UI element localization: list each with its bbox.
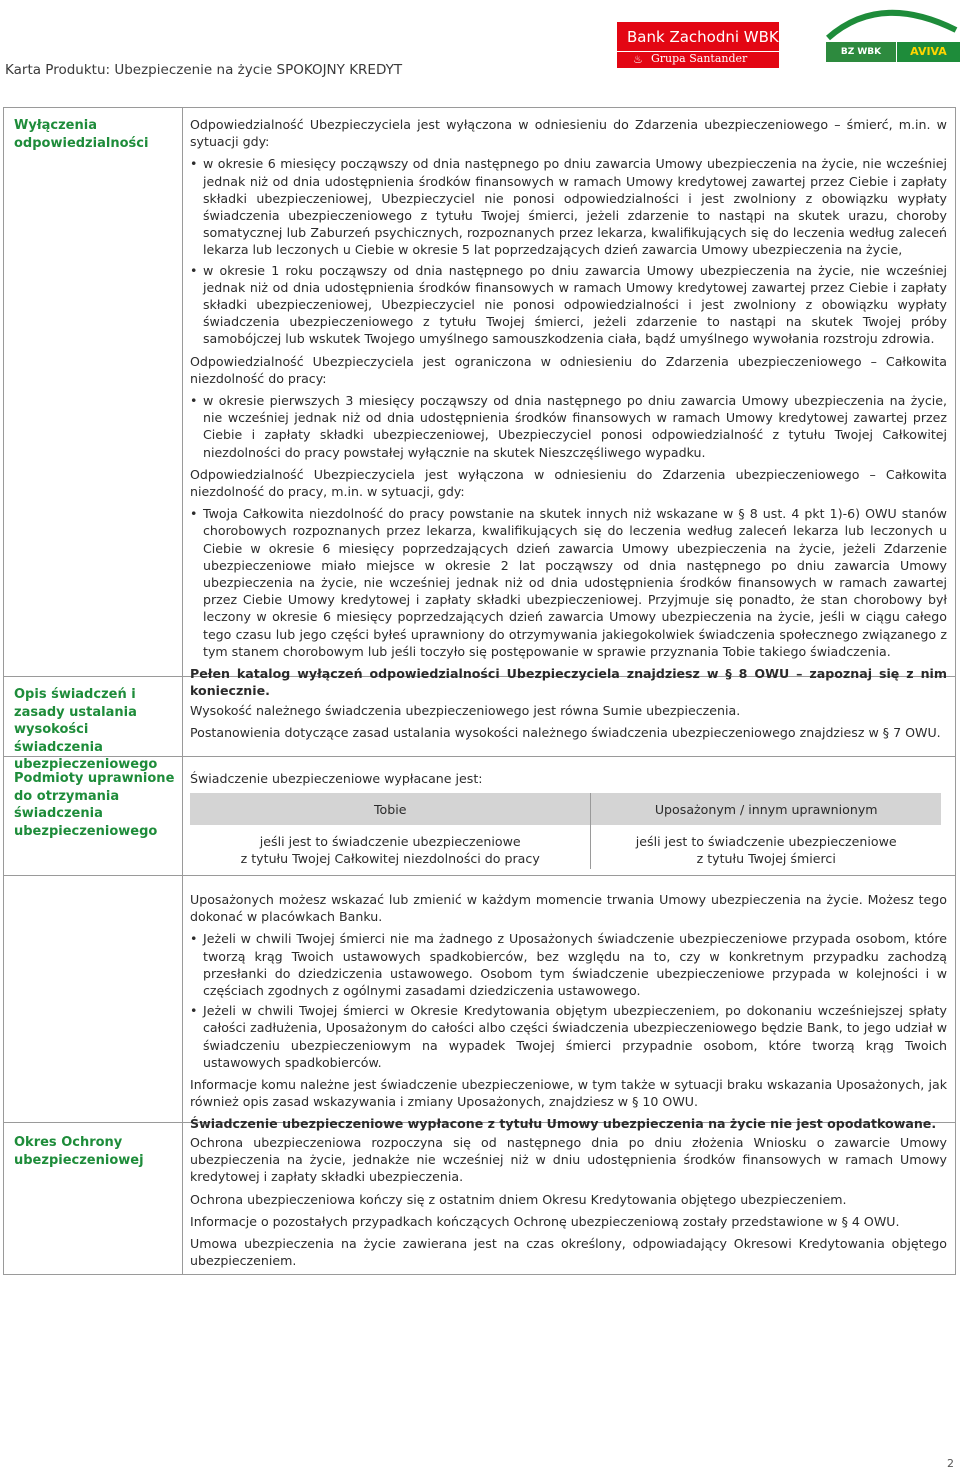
list-item: • Twoja Całkowita niezdolność do pracy powstanie na skutek innych niż wskazane w § 8 ust. 4 pkt 1)-6) OWU stanów chorobowych rozpoznanych przez lekarza, kwalifikujących się do leczenia według zaleceń lekarza lub leczonych u Ciebie w okresie 6 miesięcy poprzedzających dzień zawarcia Umowy ubezpieczenia na życie, jeżeli Zdarzenie ubezpieczeniowe miało miejsce w okresie 2 lat począwszy od dnia następnego po dniu zawarcia Umowy ubezpieczenia na życie, nie wcześniej jednak niż od dnia udostępnienia środków finansowych w ramach zawartej przez Ciebie Umowy kredytowej i zapłaty składki ubezpieczeniowej. Przyjmuje się ponadto, że stan chorobowy był leczony w okresie 6 miesięcy poprzedzających dzień zawarcia Umowy ubezpieczenia na życie, jeśli w ciągu całego tego czasu lub jego części byłeś uprawniony do otrzymywania jakiegokolwiek świadczenia społecznego związanego z tym stanem chorobowym lub jeśli toczyło się postępowanie w sprawie przyznania Tobie takiego świadczenia. (190, 505, 947, 660)
list-item: • Jeżeli w chwili Twojej śmierci nie ma żadnego z Uposażonych świadczenie ubezpieczeniowe przypada osobom, które tworzą krąg Twoich ustawowych spadkobierców, bez względu na to, czy w konkretnym przypadku zachodzą przesłanki do dziedziczenia ustawowego. Osobom tym świadczenie ubezpieczeniowe przypada w kolejności i w częściach zgodnych z ogólnymi zasadami dziedziczenia ustawowego. (190, 930, 947, 999)
list-item: • w okresie pierwszych 3 miesięcy począwszy od dnia następnego po dniu zawarcia Umowy ubezpieczenia na życie, nie wcześniej jednak niż od dnia udostępnienia środków finansowych w ramach Umowy kredytowej zawartej przez Ciebie i zapłaty składki ubezpieczeniowej, Ubezpieczyciel ponosi odpowiedzialność z tytułu Twojej Całkowitej niezdolności do pracy powstałej wyłącznie na skutek Nieszczęśliwego wypadku. (190, 392, 947, 461)
aviva-logo (820, 0, 960, 80)
arc-icon (820, 0, 960, 42)
wbk-logo-box: BZ WBK (826, 42, 896, 62)
beneficiaries-note: Świadczenie ubezpieczeniowe wypłacone z tytułu Umowy ubezpieczenia na życie nie jest opodatkowane. (190, 1116, 937, 1132)
benefits-content: Wysokość należnego świadczenia ubezpieczeniowego jest równa Sumie ubezpieczenia. Postanowienia dotyczące zasad ustalania wysokości należnego świadczenia ubezpieczeniowego znajdziesz w § 7 OWU. (190, 703, 941, 741)
row-divider (4, 875, 955, 876)
exclusions-content: Odpowiedzialność Ubezpieczyciela jest wyłączona w odniesieniu do Zdarzenia ubezpieczeniowego – śmierć, m.in. w sytuacji gdy: • w okresie 6 miesięcy począwszy od dnia następnego po dniu zawarcia Umowy ubezpieczenia na życie, nie wcześniej jednak niż od dnia udostępnienia środków finansowych w ramach Umowy kredytowej zawartej przez Ciebie i zapłaty składki ubezpieczeniowej, Ubezpieczyciel nie ponosi odpowiedzialności i jest zwolniony z obowiązku wypłaty świadczenia ubezpieczeniowego z tytułu Twojej śmierci, jeżeli zdarzenie to nastąpi na skutek urazu, choroby somatycznej lub Zaburzeń psychicznych, rozpoznanych przez lekarza, kwalifikujących się do leczenia według zaleceń lekarza lub leczonych u Ciebie w okresie 5 lat poprzedzających dzień zawarcia Umowy ubezpieczenia na życie, • w okresie 1 roku począwszy od dnia następnego po dniu zawarcia Umowy ubezpieczenia na życie, nie wcześniej jednak niż od dnia udostępnienia środków finansowych w ramach Umowy kredytowej zawartej przez Ciebie i zapłaty składki ubezpieczeniowej, Ubezpieczyciel nie ponosi odpowiedzialności i jest zwolniony z obowiązku wypłaty świadczenia ubezpieczeniowego z tytułu Twojej śmierci, jeżeli zdarzenie to nastąpi na skutek Twojej próby samobójczej lub wskutek Twojego umyślnego samouszkodzenia ciała, bądź umyślnego wywołania rozstroju zdrowia. Odpowiedzialność Ubezpieczyciela jest ograniczona w odniesieniu do Zdarzenia ubezpieczeniowego – Całkowita niezdolność do pracy: • w okresie pierwszych 3 miesięcy począwszy od dnia następnego po dniu zawarcia Umowy ubezpieczenia na życie, nie wcześniej jednak niż od dnia udostępnienia środków finansowych w ramach Umowy kredytowej zawartej przez Ciebie i zapłaty składki ubezpieczeniowej, Ubezpieczyciel ponosi odpowiedzialność z tytułu Twojej Całkowitej niezdolności do pracy powstałej wyłącznie na skutek Nieszczęśliwego wypadku. Odpowiedzialność Ubezpieczyciela jest wyłączona w odniesieniu do Zdarzenia ubezpieczeniowego – Całkowita niezdolność do pracy, m.in. w sytuacji, gdy: • Twoja Całkowita niezdolność do pracy powstanie na skutek innych niż wskazane w § 8 ust. 4 pkt 1)-6) OWU stanów chorobowych rozpoznanych przez lekarza, kwalifikujących się do leczenia według zaleceń lekarza lub leczonych u Ciebie w okresie 6 miesięcy poprzedzających dzień zawarcia Umowy ubezpieczenia na życie, jeżeli Zdarzenie ubezpieczeniowe miało miejsce w okresie 2 lat począwszy od dnia następnego po dniu zawarcia Umowy ubezpieczenia na życie, nie wcześniej jednak niż od dnia udostępnienia środków finansowych w ramach zawartej przez Ciebie Umowy kredytowej i zapłaty składki ubezpieczeniowej. Przyjmuje się ponadto, że stan chorobowy był leczony w okresie 6 miesięcy poprzedzających dzień zawarcia Umowy ubezpieczenia na życie, jeśli w ciągu całego tego czasu lub jego części byłeś uprawniony do otrzymywania jakiegokolwiek świadczenia społecznego związanego z tym stanem chorobowym lub jeśli toczyło się postępowanie w sprawie przyznania Tobie takiego świadczenia. Pełen katalog wyłączeń odpowiedzialności Ubezpieczyciela znajdziesz w § 8 OWU – zapoznaj się z nim koniecznie. (190, 116, 947, 705)
exclusions-note: Pełen katalog wyłączeń odpowiedzialności Ubezpieczyciela znajdziesz w § 8 OWU – zapoznaj się z nim koniecznie. (190, 666, 947, 699)
beneficiaries-content: Świadczenie ubezpieczeniowe wypłacane jest: Tobie Uposażonym / innym uprawnionym jeśli jest to świadczenie ubezpieczeniowe z tytułu Twojej Całkowitej niezdolności do pracy jeśli jest to świadczenie ubezpieczeniowe z tytułu Twojej śmierci (190, 770, 947, 869)
label-beneficiaries: Podmioty uprawnione do otrzymania świadczenia ubezpieczeniowego (14, 771, 175, 839)
beneficiaries-details: Uposażonych możesz wskazać lub zmienić w każdym momencie trwania Umowy ubezpieczenia na życie. Możesz tego dokonać w placówkach Banku. • Jeżeli w chwili Twojej śmierci nie ma żadnego z Uposażonych świadczenie ubezpieczeniowe przypada osobom, które tworzą krąg Twoich ustawowych spadkobierców, bez względu na to, czy w konkretnym przypadku zachodzą przesłanki do dziedziczenia ustawowego. Osobom tym świadczenie ubezpieczeniowe przypada w kolejności i w częściach zgodnych z ogólnymi zasadami dziedziczenia ustawowego. • Jeżeli w chwili Twojej śmierci w Okresie Kredytowania objętym ubezpieczeniem, po dokonaniu wcześniejszej spłaty całości zadłużenia, Uposażonym do całości albo części świadczenia ubezpieczeniowego będzie Bank, to jego udział w świadczeniu ubezpieczeniowym na wypadek Twojej śmierci przypadnie osobom, które tworzą krąg Twoich ustawowych spadkobierców. Informacje komu należne jest świadczenie ubezpieczeniowe, w tym także w sytuacji braku wskazania Uposażonych, jak również opis zasad wskazywania i zmiany Uposażonych, znajdziesz w § 10 OWU. Świadczenie ubezpieczeniowe wypłacone z tytułu Umowy ubezpieczenia na życie nie jest opodatkowane. (190, 891, 947, 1138)
list-item: • w okresie 6 miesięcy począwszy od dnia następnego po dniu zawarcia Umowy ubezpieczenia na życie, nie wcześniej jednak niż od dnia udostępnienia środków finansowych w ramach Umowy kredytowej zawartej przez Ciebie i zapłaty składki ubezpieczeniowej, Ubezpieczyciel nie ponosi odpowiedzialności i jest zwolniony z obowiązku wypłaty świadczenia ubezpieczeniowego z tytułu Twojej śmierci, jeżeli zdarzenie to nastąpi na skutek urazu, choroby somatycznej lub Zaburzeń psychicznych, rozpoznanych przez lekarza, kwalifikujących się do leczenia według zaleceń lekarza lub leczonych u Ciebie w okresie 5 lat poprzedzających dzień zawarcia Umowy ubezpieczenia na życie, (190, 155, 947, 258)
beneficiaries-table (190, 793, 941, 868)
table-header: Tobie (190, 793, 591, 825)
list-item: • Jeżeli w chwili Twojej śmierci w Okresie Kredytowania objętym ubezpieczeniem, po dokonaniu wcześniejszej spłaty całości zadłużenia, Uposażonym do całości albo części świadczenia ubezpieczeniowego będzie Bank, to jego udział w świadczeniu ubezpieczeniowym na wypadek Twojej śmierci przypadnie osobom, które tworzą krąg Twoich ustawowych spadkobierców. (190, 1002, 947, 1071)
coverage-content: Ochrona ubezpieczeniowa rozpoczyna się od następnego dnia po dniu złożenia Wniosku o zawarcie Umowy ubezpieczenia na życie, jednakże nie wcześniej niż w dniu udostępnienia środków finansowych w ramach Umowy kredytowej i zapłaty składki ubezpieczenia. Ochrona ubezpieczeniowa kończy się z ostatnim dniem Okresu Kredytowania objętego ubezpieczeniem. Informacje o pozostałych przypadkach kończących Ochronę ubezpieczeniową zostały przedstawione w § 4 OWU. Umowa ubezpieczenia na życie zawierana jest na czas określony, odpowiadający Okresowi Kredytowania objętego ubezpieczeniem. (190, 1135, 947, 1269)
aviva-logo-box: AVIVA (897, 42, 960, 62)
table-cell: jeśli jest to świadczenie ubezpieczeniowe z tytułu Twojej śmierci (591, 825, 941, 868)
content-table (3, 107, 956, 1275)
flame-icon: ♨ (633, 53, 643, 66)
table-header: Uposażonym / innym uprawnionym (591, 793, 941, 825)
document-title: Karta Produktu: Ubezpieczenie na życie SPOKOJNY KREDYT (5, 62, 403, 78)
bank-name: Bank Zachodni WBK (617, 22, 779, 51)
bzwbk-logo (617, 22, 779, 68)
label-exclusions: Wyłączenia odpowiedzialności (14, 118, 149, 151)
page-number: 2 (947, 1457, 954, 1470)
label-benefits: Opis świadczeń i zasady ustalania wysokości świadczenia ubezpieczeniowego (14, 687, 158, 772)
label-coverage: Okres Ochrony ubezpieczeniowej (14, 1135, 144, 1168)
list-item: • w okresie 1 roku począwszy od dnia następnego po dniu zawarcia Umowy ubezpieczenia na życie, nie wcześniej jednak niż od dnia udostępnienia środków finansowych w ramach Umowy kredytowej zawartej przez Ciebie i zapłaty składki ubezpieczeniowej, Ubezpieczyciel nie ponosi odpowiedzialności i jest zwolniony z obowiązku wypłaty świadczenia ubezpieczeniowego z tytułu Twojej śmierci, jeżeli zdarzenie to nastąpi na skutek Twojej próby samobójczej lub wskutek Twojego umyślnego samouszkodzenia ciała, bądź umyślnego wywołania rozstroju zdrowia. (190, 262, 947, 348)
bank-group: Grupa Santander (651, 52, 748, 65)
table-cell: jeśli jest to świadczenie ubezpieczeniowe z tytułu Twojej Całkowitej niezdolności do pracy (240, 834, 540, 867)
